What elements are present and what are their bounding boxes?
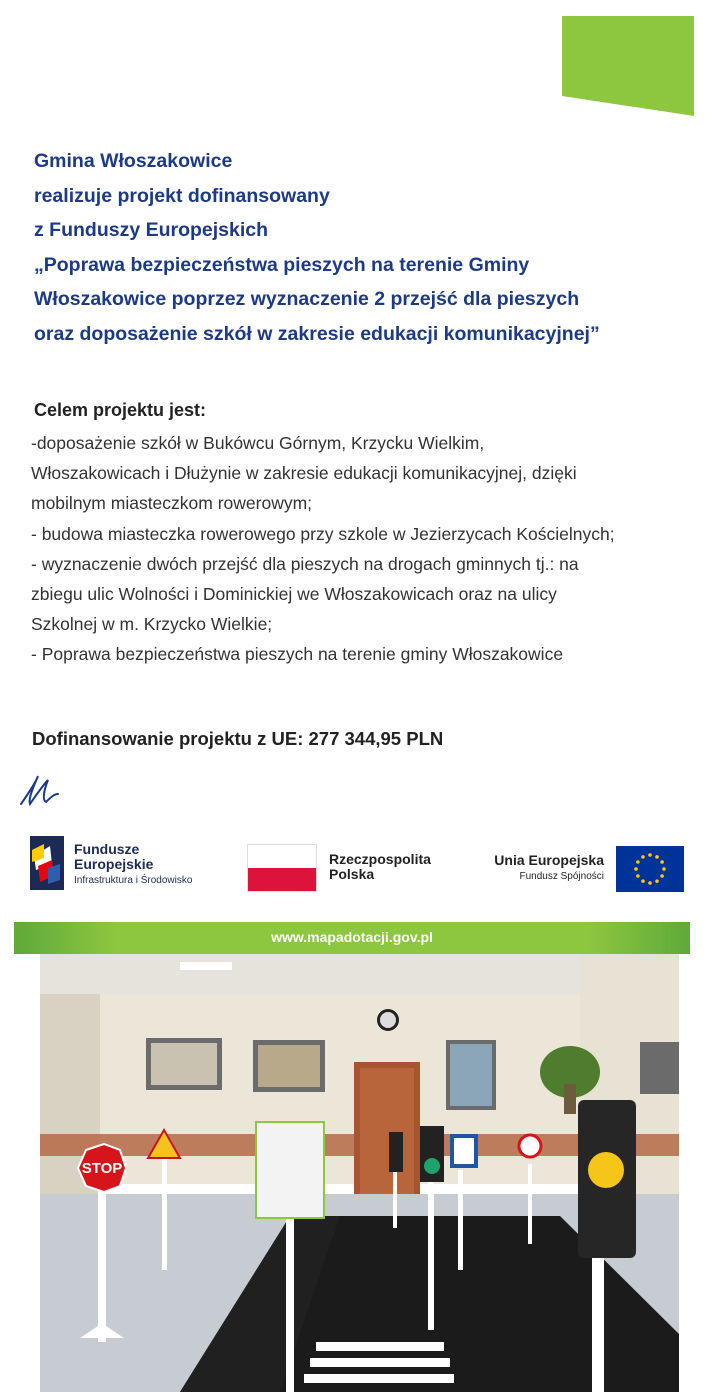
poland-flag — [247, 844, 317, 892]
goals-line: Włoszakowicach i Dłużynie w zakresie edukacji komunikacyjnej, dzięki — [31, 463, 577, 484]
eu-star — [636, 874, 640, 878]
eu-star — [655, 855, 659, 859]
project-heading — [34, 144, 694, 351]
green-corner-decoration — [562, 16, 694, 116]
heading-line: Gmina Włoszakowice — [34, 150, 233, 172]
url-banner — [14, 922, 690, 954]
goals-title: Celem projektu jest: — [34, 400, 207, 420]
eu-flag — [616, 846, 684, 892]
heading-line: z Funduszy Europejskich — [34, 219, 269, 241]
heading-line: Włoszakowice poprzez wyznaczenie 2 przejść dla pieszych — [34, 288, 580, 310]
eu-star — [662, 867, 666, 871]
goals-line: mobilnym miasteczkom rowerowym; — [31, 493, 313, 514]
rzeczpospolita-text — [329, 852, 431, 882]
signature-mark — [18, 772, 62, 812]
eu-star — [648, 853, 652, 857]
heading-line: realizuje projekt dofinansowany — [34, 184, 330, 207]
funding-amount: Dofinansowanie projektu z UE: 277 344,95 PLN — [32, 728, 444, 749]
fe-subtitle: Infrastruktura i Środowisko — [74, 875, 193, 886]
eu-star — [634, 867, 638, 871]
fundusze-europejskie-logo — [30, 836, 64, 890]
eu-star — [641, 855, 645, 859]
goals-line: zbiegu ulic Wolności i Dominickiej we Włoszakowicach oraz na ulicy — [31, 584, 557, 605]
goals-line: - budowa miasteczka rowerowego przy szkole w Jezierzycach Kościelnych; — [31, 523, 615, 544]
eu-name: Unia Europejska — [494, 852, 604, 868]
eu-subtitle: Fundusz Spójności — [519, 871, 604, 882]
stop-sign-text: STOP — [81, 1160, 123, 1177]
eu-star — [660, 860, 664, 864]
heading-line: oraz doposażenie szkół w zakresie edukacji komunikacyjnej” — [34, 322, 600, 345]
pl-name-line: Rzeczpospolita — [329, 851, 431, 867]
url-text: www.mapadotacji.gov.pl — [271, 929, 433, 945]
pl-name-line: Polska — [329, 866, 375, 882]
heading-line: „Poprawa bezpieczeństwa pieszych na terenie Gminy — [34, 253, 530, 276]
goals-line: - Poprawa bezpieczeństwa pieszych na terenie gminy Włoszakowice — [31, 644, 564, 665]
goals-line: Szkolnej w m. Krzycko Wielkie; — [31, 614, 273, 635]
classroom-photo — [40, 954, 679, 1392]
goals-line: -doposażenie szkół w Bukówcu Górnym, Krzycku Wielkim, — [31, 433, 485, 453]
goals-list — [31, 428, 701, 670]
eu-star — [636, 860, 640, 864]
goals-line: - wyznaczenie dwóch przejść dla pieszych na drogach gminnych tj.: na — [31, 553, 579, 574]
eu-star — [655, 879, 659, 883]
fundusze-europejskie-text — [74, 842, 192, 886]
eu-text — [444, 852, 604, 882]
logo-strip — [0, 828, 713, 898]
fe-name-line: Europejskie — [74, 856, 154, 872]
eu-star — [648, 881, 652, 885]
eu-star — [641, 879, 645, 883]
eu-star — [660, 874, 664, 878]
fe-name-line: Fundusze — [74, 841, 140, 857]
